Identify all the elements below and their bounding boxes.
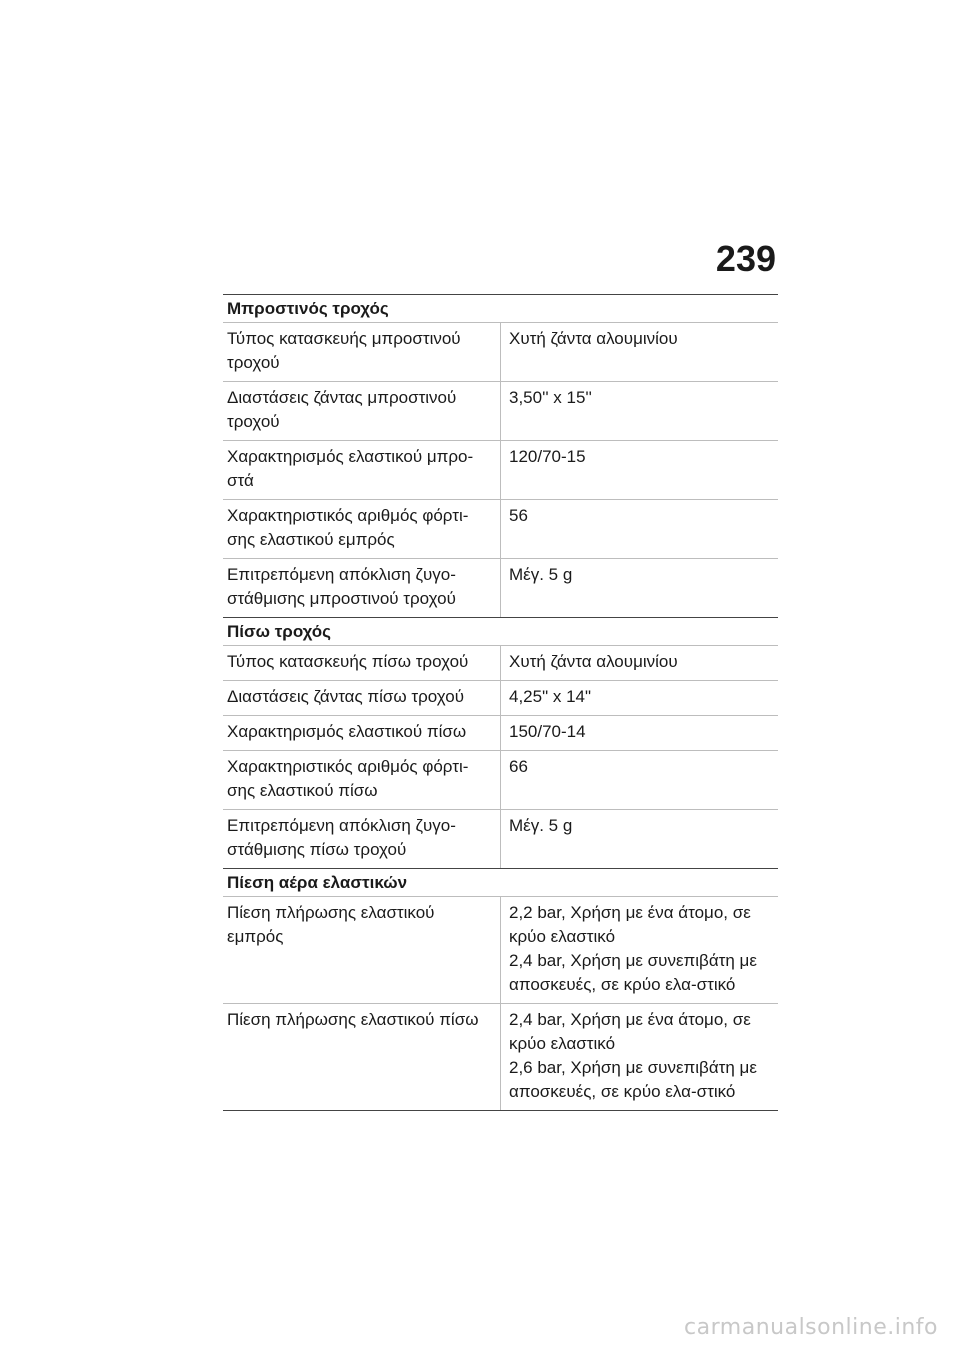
spec-value bbox=[500, 441, 778, 499]
spec-row bbox=[223, 680, 778, 715]
section-header: Πίσω τροχός bbox=[223, 617, 778, 645]
spec-label: Διαστάσεις ζάντας μπροστινού τροχού bbox=[227, 388, 457, 431]
spec-row bbox=[223, 645, 778, 680]
spec-value bbox=[500, 681, 778, 715]
spec-value-line: Χυτή ζάντα αλουμινίου bbox=[509, 329, 678, 348]
spec-row bbox=[223, 558, 778, 617]
spec-label: Χαρακτηρισμός ελαστικού μπρο-στά bbox=[227, 447, 474, 490]
spec-value bbox=[500, 1004, 778, 1110]
spec-label: Διαστάσεις ζάντας πίσω τροχού bbox=[227, 687, 465, 706]
spec-value-line: 2,6 bar, Χρήση με συνεπιβάτη με αποσκευές, σε κρύο ελα-στικό bbox=[509, 1058, 757, 1101]
spec-value-line: 150/70-14 bbox=[509, 722, 586, 741]
spec-value-line: 2,4 bar, Χρήση με συνεπιβάτη με αποσκευές, σε κρύο ελα-στικό bbox=[509, 951, 757, 994]
section-header: Πίεση αέρα ελαστικών bbox=[223, 868, 778, 896]
spec-label: Τύπος κατασκευής μπροστινού τροχού bbox=[227, 329, 461, 372]
spec-label: Πίεση πλήρωσης ελαστικού πίσω bbox=[227, 1010, 479, 1029]
spec-table bbox=[223, 294, 778, 1111]
section-header: Μπροστινός τροχός bbox=[223, 294, 778, 322]
spec-value bbox=[500, 897, 778, 1003]
spec-value-line: Χυτή ζάντα αλουμινίου bbox=[509, 652, 678, 671]
spec-value-line: 120/70-15 bbox=[509, 447, 586, 466]
spec-row bbox=[223, 715, 778, 750]
spec-value-line: 3,50'' x 15'' bbox=[509, 388, 592, 407]
spec-row bbox=[223, 381, 778, 440]
spec-row bbox=[223, 750, 778, 809]
spec-value bbox=[500, 500, 778, 558]
spec-value-line: Μέγ. 5 g bbox=[509, 816, 573, 835]
spec-label: Πίεση πλήρωσης ελαστικού εμπρός bbox=[227, 903, 435, 946]
spec-label: Χαρακτηριστικός αριθμός φόρτι-σης ελαστικού εμπρός bbox=[227, 506, 469, 549]
spec-label: Χαρακτηρισμός ελαστικού πίσω bbox=[227, 722, 467, 741]
spec-value-line: 2,2 bar, Χρήση με ένα άτομο, σε κρύο ελαστικό bbox=[509, 903, 751, 946]
spec-value bbox=[500, 559, 778, 617]
spec-value bbox=[500, 323, 778, 381]
spec-label: Χαρακτηριστικός αριθμός φόρτι-σης ελαστικού πίσω bbox=[227, 757, 469, 800]
spec-value bbox=[500, 716, 778, 750]
spec-value bbox=[500, 810, 778, 868]
spec-value-line: Μέγ. 5 g bbox=[509, 565, 573, 584]
spec-label: Επιτρεπόμενη απόκλιση ζυγο-στάθμισης πίσω τροχού bbox=[227, 816, 456, 859]
spec-row bbox=[223, 499, 778, 558]
page-number: 239 bbox=[715, 238, 776, 279]
spec-row bbox=[223, 809, 778, 868]
spec-row bbox=[223, 896, 778, 1003]
spec-row bbox=[223, 1003, 778, 1111]
spec-value-line: 66 bbox=[509, 757, 528, 776]
spec-value-line: 2,4 bar, Χρήση με ένα άτομο, σε κρύο ελαστικό bbox=[509, 1010, 751, 1053]
watermark: carmanualsonline.info bbox=[684, 1315, 938, 1340]
spec-value-line: 56 bbox=[509, 506, 528, 525]
spec-value bbox=[500, 382, 778, 440]
spec-label: Τύπος κατασκευής πίσω τροχού bbox=[227, 652, 469, 671]
spec-value-line: 4,25" x 14" bbox=[509, 687, 592, 706]
spec-value bbox=[500, 751, 778, 809]
spec-row bbox=[223, 440, 778, 499]
spec-value bbox=[500, 646, 778, 680]
spec-label: Επιτρεπόμενη απόκλιση ζυγο-στάθμισης μπροστινού τροχού bbox=[227, 565, 456, 608]
spec-row bbox=[223, 322, 778, 381]
